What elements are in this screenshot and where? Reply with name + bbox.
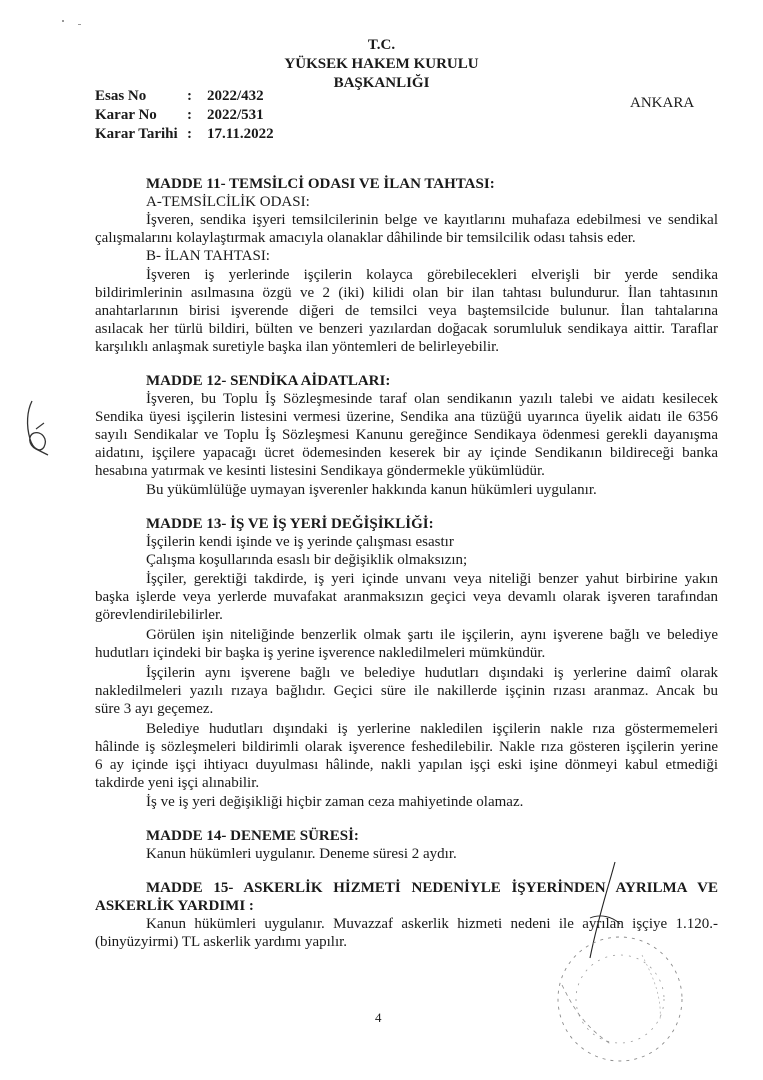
madde-13-text: İşçiler, gerektiği takdirde, iş yeri içinde unvanı veya niteliği benzer yahut birbirine yakın [146, 571, 718, 587]
madde-13-text: 6 ay içinde işçi ihtiyacı duyulması hâlinde, nakli yapılan işçi eski işine dönmeyi kabul etmediği [95, 757, 718, 773]
header-tc: T.C. [367, 37, 396, 53]
madde-13-text: İşçilerin kendi işinde ve iş yerinde çalışması esastır [146, 534, 454, 550]
madde-13-text: takdirde yeni işçi alınabilir. [95, 775, 260, 791]
madde-11-sub-b: B- İLAN TAHTASI: [146, 248, 270, 264]
madde-15-title-cont: ASKERLİK YARDIMI : [95, 898, 254, 914]
city-label: ANKARA [630, 95, 695, 111]
madde-13-text: hâlinde iş sözleşmeleri bildirimli olarak işverence feshedilebilir. Nakle rıza gösteren işçilerin yerine [95, 739, 718, 755]
madde-12-text: hesabına yatırmak ve kesinti listesini Sendikaya göndermekle yükümlüdür. [95, 463, 545, 479]
madde-11-text: İşveren iş yerlerinde işçilerin kolayca görebilecekleri elverişli bir yerde sendika [146, 267, 718, 283]
madde-11-title: MADDE 11- TEMSİLCİ ODASI VE İLAN TAHTASI: [146, 176, 495, 192]
madde-11-text: karşılıklı anlaşmak suretiyle başka ilan yöntemleri de belirleyebilir. [95, 339, 500, 355]
madde-11-text: bildirimlerinin asılmasına özgü ve 2 (iki) kilidi olan bir ilan tahtası bulundurur. İlan tahtasının [95, 285, 718, 301]
madde-13-text: süre 3 ayı geçemez. [95, 701, 214, 717]
meta-label: Karar No [95, 107, 157, 123]
madde-13-text: hudutları içindeki bir başka iş yerine işverence nakledilmeleri mümkündür. [95, 645, 546, 661]
scan-speck [62, 20, 64, 22]
header-department: BAŞKANLIĞI [333, 75, 430, 91]
madde-12-text: Bu yükümlülüğe uymayan işverenler hakkında kanun hükümleri uygulanır. [146, 482, 597, 498]
page-number: 4 [375, 1010, 382, 1025]
madde-12-text: Sendika üyesi işçilerin listesini vermesi üzerine, Sendika ana tüzüğü uyarınca üyelik aidatı ile 6356 [95, 409, 718, 425]
meta-value: 2022/432 [207, 88, 264, 104]
header-institution: YÜKSEK HAKEM KURULU [284, 56, 479, 72]
meta-esas-no [95, 88, 264, 105]
madde-14-text: Kanun hükümleri uygulanır. Deneme süresi 2 aydır. [146, 846, 457, 862]
madde-13-text: İş ve iş yeri değişikliği hiçbir zaman ceza mahiyetinde olamaz. [146, 794, 524, 810]
meta-value: 2022/531 [207, 107, 264, 123]
handwritten-initial [18, 395, 58, 465]
meta-sep: : [187, 107, 192, 123]
madde-12-title: MADDE 12- SENDİKA AİDATLARI: [146, 373, 391, 389]
madde-15-text: Kanun hükümleri uygulanır. Muvazzaf askerlik hizmeti nedeni ile ayrılan işçiye 1.120.- [146, 916, 718, 932]
madde-13-text: Görülen işin niteliğinde benzerlik olmak şartı ile işçilerin, aynı işverene bağlı ve belediye [146, 627, 718, 643]
madde-12-text: İşveren, bu Toplu İş Sözleşmesinde taraf olan sendikanın yazılı talebi ve aidatı kesilecek [146, 391, 718, 407]
madde-11-sub-a: A-TEMSİLCİLİK ODASI: [146, 194, 310, 210]
madde-11-text: İşveren, sendika işyeri temsilcilerinin belge ve kayıtlarını muhafaza edebilmesi ve sendikal [146, 212, 718, 228]
madde-13-text: görevlendirilebilirler. [95, 607, 223, 623]
madde-15-text: (binyüzyirmi) TL askerlik yardımı yapılır. [95, 934, 348, 950]
madde-13-text: başka işlerde veya yerlerde muvafakat aranmaksızın geçici veya devamlı olarak işveren tarafından [95, 589, 718, 605]
meta-karar-no [95, 107, 264, 124]
scan-speck [78, 24, 81, 25]
madde-13-text: İşçilerin aynı işverene bağlı ve belediye hudutları dışındaki iş yerlerine daimî olarak [146, 665, 718, 681]
madde-13-title: MADDE 13- İŞ VE İŞ YERİ DEĞİŞİKLİĞİ: [146, 516, 434, 532]
meta-label: Esas No [95, 88, 147, 104]
madde-14-title: MADDE 14- DENEME SÜRESİ: [146, 828, 359, 844]
madde-11-text: anahtarlarının birisi işverende diğeri de temsilci veya baştemsilcide bulunur. İlan tahtalarına [95, 303, 718, 319]
meta-label: Karar Tarihi [95, 126, 178, 142]
meta-sep: : [187, 88, 192, 104]
madde-11-text: asılacak her türlü bildiri, bülten ve benzeri yazılardan doğacak sorumluluk sendikaya aittir. Taraflar [95, 321, 718, 337]
madde-11-text: çalışmalarını kolaylaştırmak amacıyla olanaklar dâhilinde bir temsilcilik odası tahsis eder. [95, 230, 636, 246]
meta-sep: : [187, 126, 192, 142]
madde-12-text: aidatını, işçilere yapacağı ücret ödemesinden keserek bir ay içinde Sendikanın bildireceği banka [95, 445, 718, 461]
meta-karar-tarihi [95, 126, 274, 143]
madde-15-title: MADDE 15- ASKERLİK HİZMETİ NEDENİYLE İŞYERİNDEN AYRILMA VE [146, 880, 718, 896]
official-seal [542, 925, 692, 1070]
madde-12-text: sayılı Sendikalar ve Toplu İş Sözleşmesi Kanunu gereğince Sendikaya ödenmesi gerekli dayanışma [95, 427, 718, 443]
meta-value: 17.11.2022 [207, 126, 274, 142]
madde-13-text: Çalışma koşullarında esaslı bir değişiklik olmaksızın; [146, 552, 468, 568]
madde-13-text: Belediye hudutları dışındaki iş yerlerine nakledilen işçilerin nakle rıza göstermemeleri [146, 721, 718, 737]
madde-13-text: nakledilmeleri yazılı rızaya bağlıdır. Geçici süre ile nakillerde işçinin rızası aranmaz. Ancak bu [95, 683, 718, 699]
